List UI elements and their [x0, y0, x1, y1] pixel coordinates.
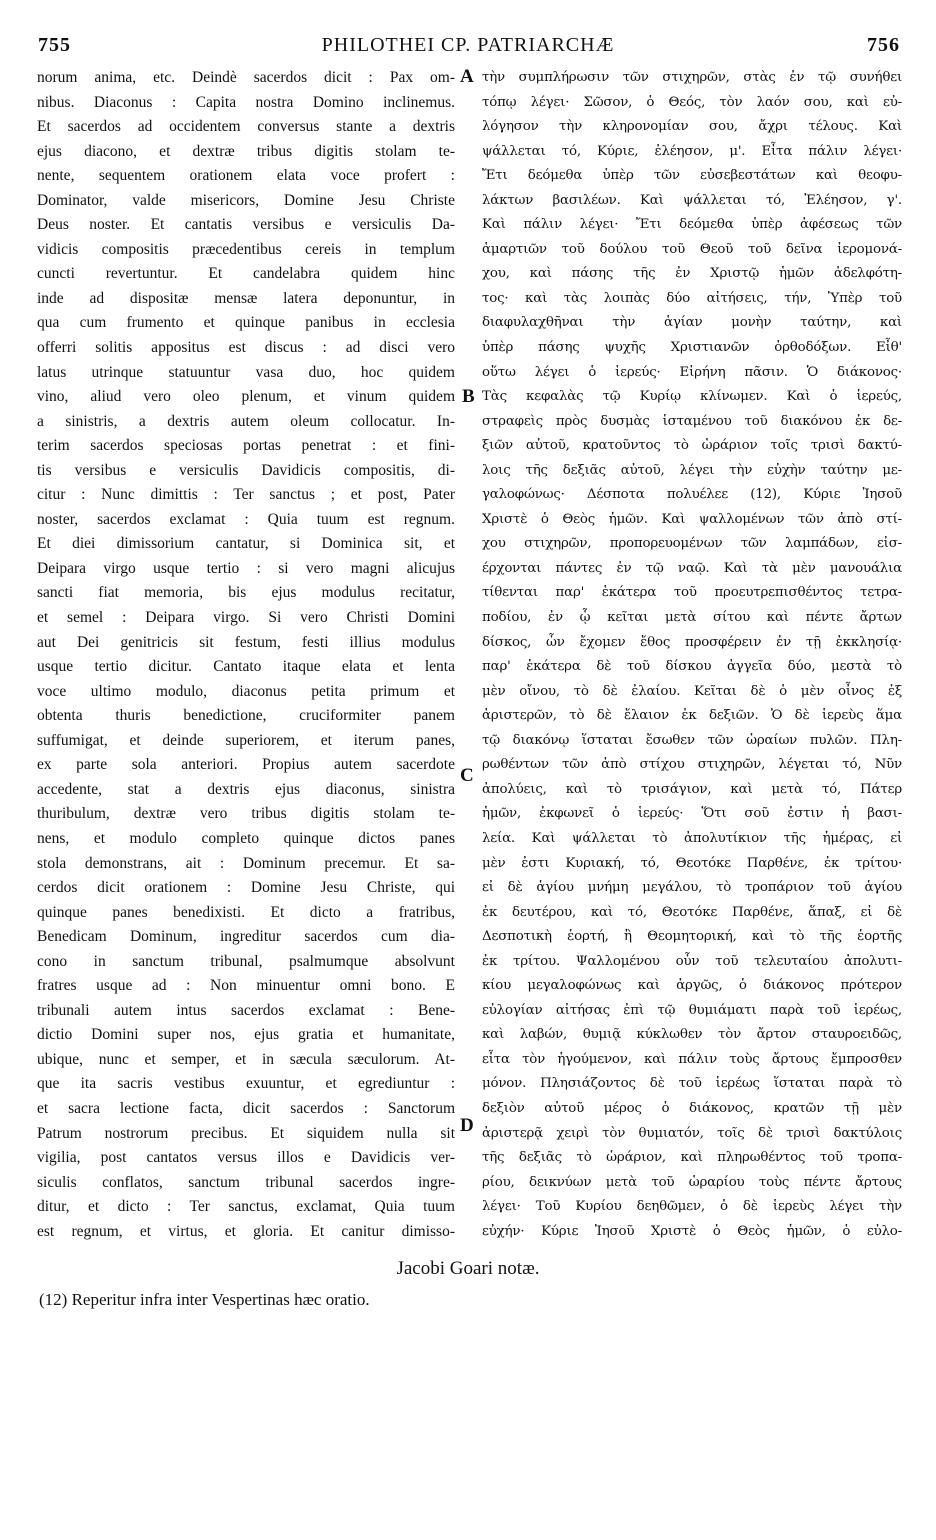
latin-text-line: tis versibus e versiculis Davidicis compositis, di-: [37, 461, 455, 479]
greek-text-line: τίθενται παρ' ἑκάτερα τοῦ προευτρεπισθέντος τετρα-: [482, 585, 902, 601]
greek-text-line: καὶ λαβών, θυμιᾷ κύκλωθεν τὸν ἄρτον σταυροειδῶς,: [482, 1027, 902, 1043]
latin-text-line: et semel : Deipara virgo. Si vero Christi Domini: [37, 609, 455, 627]
page-number-left: 755: [38, 34, 71, 56]
greek-text-line: λάκτων βασιλέων. Καὶ ψάλλεται τό, Ἐλέησον, γ'.: [482, 192, 902, 208]
latin-text-line: est regnum, et virtus, et gloria. Et canitur dimisso-: [37, 1222, 455, 1240]
latin-text-line: vidicis compositis præcedentibus cereis in templum: [37, 240, 455, 258]
greek-text-line: ἀριστερῶν, τὸ δὲ ἔλαιον ἐκ δεξιῶν. Ὁ δὲ ἱερεὺς ἅμα: [482, 708, 902, 724]
greek-text-line: ρωθέντων τῶν ἀπὸ στίχου στιχηρῶν, λέγεται τό, Νῦν: [482, 757, 902, 773]
latin-text-line: latus utrinque statuuntur vasa duo, hoc quidem: [37, 363, 455, 381]
greek-text-line: γαλοφώνως· Δέσποτα πολυέλεε (12), Κύριε Ἰησοῦ: [482, 487, 902, 503]
greek-text-line: Ἔτι δεόμεθα ὑπὲρ τῶν εὐσεβεστάτων καὶ θεοφυ-: [482, 168, 902, 184]
greek-text-line: μὲν ἐστι Κυριακή, τό, Θεοτόκε Παρθένε, ἐκ τρίτου·: [482, 855, 902, 871]
greek-text-line: ὑπὲρ πάσης ψυχῆς Χριστιανῶν ὀρθοδόξων. Εἶθ': [482, 340, 902, 356]
greek-text-line: ἁμαρτιῶν τοῦ δούλου τοῦ Θεοῦ τοῦ δεῖνα ἱερομονά-: [482, 241, 902, 257]
latin-text-line: Patrum nostrorum precibus. Et siquidem nulla sit: [37, 1124, 455, 1142]
latin-text-line: thuribulum, dextræ vero tribus digitis stolam te-: [37, 805, 455, 823]
latin-text-line: dictio Domini super nos, ejus gratia et humanitate,: [37, 1026, 455, 1044]
notes-title: Jacobi Goari notæ.: [396, 1258, 540, 1279]
greek-text-line: εἶτα τὸν ἡγούμενον, καὶ πάλιν τοὺς ἄρτους ἔμπροσθεν: [482, 1051, 902, 1067]
latin-text-line: vino, aliud vero oleo plenum, et vinum quidem: [37, 388, 455, 406]
greek-text-line: τόπῳ λέγει· Σῶσον, ὁ Θεός, τὸν λαόν σου, καὶ εὐ-: [482, 94, 902, 110]
greek-text-line: τος· καὶ τὰς λοιπὰς δύο αἰτήσεις, τήν, Ὑπὲρ τοῦ: [482, 290, 902, 306]
greek-text-line: εὐλογίαν αἰτήσας ἐπὶ τῷ θυμιάματι παρὰ τοῦ ἱερέως,: [482, 1002, 902, 1018]
latin-text-line: ubique, nunc et semper, et in sæcula sæculorum. At-: [37, 1050, 455, 1068]
latin-text-line: terim sacerdos speciosas portas penetrat : et fini-: [37, 437, 455, 455]
greek-text-line: μὲν οἴνου, τὸ δὲ ἐλαίου. Κεῖται δὲ ὁ μὲν οἶνος ἐξ: [482, 683, 902, 699]
latin-text-line: Et diei dimissorium cantatur, si Dominica sit, et: [37, 535, 455, 553]
greek-text-line: ψάλλεται τό, Κύριε, ἐλέησον, μ'. Εἶτα πάλιν λέγει·: [482, 143, 902, 159]
greek-text-line: ξιῶν αὐτοῦ, κρατοῦντος τὸ ὡράριον τοῖς τρισὶ δακτύ-: [482, 438, 902, 454]
latin-text-line: Dominator, valde misericors, Domine Jesu Christe: [37, 191, 455, 209]
latin-text-line: cerdos dicit orationem : Domine Jesu Christe, qui: [37, 879, 455, 897]
greek-text-line: οὕτω λέγει ὁ ἱερεύς· Εἰρήνη πᾶσιν. Ὁ διάκονος·: [482, 364, 902, 380]
latin-text-line: Deus noster. Et cantatis versibus e versiculis Da-: [37, 216, 455, 234]
latin-text-line: nens, et modulo completo quinque dictos panes: [37, 829, 455, 847]
greek-text-line: ἐκ τρίτου. Ψαλλομένου οὖν τοῦ τελευταίου ἀπολυτι-: [482, 953, 902, 969]
latin-text-line: cono in sanctum tribunal, psalmumque absolvunt: [37, 952, 455, 970]
greek-text-line: τὴν συμπλήρωσιν τῶν στιχηρῶν, στὰς ἐν τῷ συνήθει: [482, 70, 902, 85]
greek-text-line: εἰ δὲ ἁγίου μνήμη μεγάλου, τὸ τροπάριον τοῦ ἁγίου: [482, 880, 902, 896]
greek-text-line: χου στιχηρῶν, προπορευομένων τῶν λαμπάδων, εἰσ-: [482, 536, 902, 552]
latin-text-line: tribunali autem intus sacerdos exclamat : Bene-: [37, 1001, 455, 1019]
latin-text-line: noster, sacerdos exclamat : Quia tuum est regnum.: [37, 510, 455, 528]
latin-text-line: nente, sequentem orationem elata voce profert :: [37, 167, 455, 185]
greek-text-line: ρίου, δεικνύων μετὰ τοῦ ὡραρίου τοὺς πέντε ἄρτους: [482, 1174, 902, 1190]
latin-text-line: et sacra lectione facta, dicit sacerdos : Sanctorum: [37, 1099, 455, 1117]
greek-text-line: Καὶ πάλιν λέγει· Ἔτι δεόμεθα ὑπὲρ ἀφέσεως τῶν: [482, 217, 902, 233]
footnote: (12) Reperitur infra inter Vespertinas hæc oratio.: [39, 1290, 370, 1309]
latin-text-line: Et sacerdos ad occidentem conversus stante a dextris: [37, 118, 455, 136]
latin-text-line: suffumigat, et deinde superiorem, et iterum panes,: [37, 731, 455, 749]
greek-text-line: Δεσποτικὴ ἑορτή, ἢ Θεομητορική, καὶ τὸ τῆς ἑορτῆς: [482, 929, 902, 945]
latin-text-line: ex parte sola anteriori. Propius autem sacerdote: [37, 756, 455, 774]
latin-text-line: usque tertio dicitur. Cantato itaque elata et lenta: [37, 658, 455, 676]
latin-text-line: offerri solitis appositus est discus : ad disci vero: [37, 339, 455, 357]
running-head: PHILOTHEI CP. PATRIARCHÆ: [321, 34, 615, 56]
greek-text-line: τῷ διακόνῳ ἵσταται ἔσωθεν τῶν ὡραίων πυλῶν. Πλη-: [482, 732, 902, 748]
latin-text-line: voce ultimo modulo, diaconus petita primum et: [37, 682, 455, 700]
latin-text-line: inde ad dispositæ mensæ latera deponuntur, in: [37, 289, 455, 307]
latin-text-line: accedente, stat a dextris ejus diaconus, sinistra: [37, 780, 455, 798]
greek-text-line: στραφεὶς πρὸς δυσμὰς ἱσταμένου τοῦ διακόνου ἐκ δε-: [482, 413, 902, 429]
greek-text-line: χου, καὶ πάσης τῆς ἐν Χριστῷ ἡμῶν ἀδελφότη-: [482, 266, 902, 282]
greek-text-line: Χριστὲ ὁ Θεὸς ἡμῶν. Καὶ ψαλλομένων τῶν ἀπὸ στί-: [482, 511, 902, 527]
greek-text-line: ποδίου, ἐν ᾧ κεῖται μετὰ σίτου καὶ πέντε ἄρτων: [482, 610, 902, 626]
greek-text-line: διαφυλαχθῆναι τὴν ἁγίαν μονὴν ταύτην, καὶ: [482, 315, 902, 331]
greek-text-line: Τὰς κεφαλὰς τῷ Κυρίῳ κλίνωμεν. Καὶ ὁ ἱερεύς,: [482, 389, 902, 405]
latin-text-line: que ita sacris vestibus exuuntur, et egrediuntur :: [37, 1075, 455, 1093]
latin-text-line: ditur, et dicto : Ter sanctus, exclamat, Quia tuum: [37, 1198, 455, 1216]
latin-text-line: norum anima, etc. Deindè sacerdos dicit : Pax om-: [37, 69, 455, 86]
page-header: [0, 34, 936, 62]
latin-text-line: ejus diacono, et dextræ tribus digitis stolam te-: [37, 142, 455, 160]
margin-marker-a: A: [460, 66, 474, 87]
margin-marker-c: C: [460, 765, 474, 786]
greek-text-line: δεξιὸν αὐτοῦ μέρος ὁ διάκονος, κρατῶν τῇ μὲν: [482, 1100, 902, 1116]
margin-marker-d: D: [460, 1115, 474, 1136]
greek-column: [482, 66, 902, 1244]
greek-text-line: λέγει· Τοῦ Κυρίου δεηθῶμεν, ὁ δὲ ἱερεὺς λέγει τὴν: [482, 1199, 902, 1215]
latin-column: [37, 66, 455, 1244]
greek-text-line: ἡμῶν, ἐκφωνεῖ ὁ ἱερεύς· Ὅτι σοῦ ἐστιν ἡ βασι-: [482, 806, 902, 822]
latin-text-line: nibus. Diaconus : Capita nostra Domino inclinemus.: [37, 93, 455, 111]
greek-text-line: ἀριστερᾷ χειρὶ τὸν θυμιατόν, τοῖς δὲ τρισὶ δακτύλοις: [482, 1125, 902, 1141]
greek-text-line: λόγησον τὴν κληρονομίαν σου, ἄχρι τέλους. Καὶ: [482, 119, 902, 135]
latin-text-line: qua cum frumento et quinque panibus in ecclesia: [37, 314, 455, 332]
latin-text-line: obtenta thuris benedictione, cruciformiter panem: [37, 707, 455, 725]
latin-text-line: Deipara virgo usque tertio : si vero magni alicujus: [37, 559, 455, 577]
latin-text-line: a sinistris, a dextris autem oleum collocatur. In-: [37, 412, 455, 430]
greek-text-line: τῆς δεξιᾶς τὸ ὡράριον, καὶ πληρωθέντος τοῦ τροπα-: [482, 1150, 902, 1166]
latin-text-line: stola demonstrans, ait : Dominum precemur. Et sa-: [37, 854, 455, 872]
latin-text-line: citur : Nunc dimittis : Ter sanctus ; et post, Pater: [37, 486, 455, 504]
greek-text-line: εὐχήν· Κύριε Ἰησοῦ Χριστὲ ὁ Θεὸς ἡμῶν, ὁ εὐλο-: [482, 1223, 902, 1239]
greek-text-line: κίου μεγαλοφώνως καὶ ἀργῶς, ὁ διάκονος πρότερον: [482, 978, 902, 994]
latin-text-line: fratres usque ad : Non minuentur omni bono. E: [37, 977, 455, 995]
latin-text-line: sancti fiat memoria, bis ejus modulus recitatur,: [37, 584, 455, 602]
greek-text-line: δίσκος, ὧν ἔχομεν ἔθος προσφέρειν ἐν τῇ ἐκκλησίᾳ·: [482, 634, 902, 650]
greek-text-line: ἀπολύεις, καὶ τὸ τρισάγιον, καὶ μετὰ τό, Πάτερ: [482, 781, 902, 797]
greek-text-line: έρχονται πάντες ἐν τῷ ναῷ. Καὶ τὰ μὲν μανουάλια: [482, 560, 902, 576]
latin-text-line: cuncti revertuntur. Et candelabra quidem hinc: [37, 265, 455, 283]
margin-marker-b: B: [462, 386, 475, 407]
greek-text-line: λεία. Καὶ ψάλλεται τὸ ἀπολυτίκιον τῆς ἡμέρας, εἰ: [482, 830, 902, 846]
latin-text-line: aut Dei genitricis sit festum, festi illius modulus: [37, 633, 455, 651]
latin-text-line: Benedicam Dominum, ingreditur sacerdos cum dia-: [37, 928, 455, 946]
greek-text-line: λοις τῆς δεξιᾶς αὐτοῦ, λέγει τὴν εὐχὴν ταύτην με-: [482, 462, 902, 478]
latin-text-line: quinque panes benedixisti. Et dicto a fratribus,: [37, 903, 455, 921]
greek-text-line: μόνον. Πλησιάζοντος δὲ τοῦ ἱερέως ἵσταται παρὰ τὸ: [482, 1076, 902, 1092]
greek-text-line: ἐκ δευτέρου, καὶ τό, Θεοτόκε Παρθένε, ἅπαξ, εἰ δὲ: [482, 904, 902, 920]
latin-text-line: siculis conflatos, sanctum tribunal sacerdos ingre-: [37, 1173, 455, 1191]
latin-text-line: vigilia, post cantatos versus illos e Davidicis ver-: [37, 1149, 455, 1167]
greek-text-line: παρ' ἑκάτερα δὲ τοῦ δίσκου ἀγγεῖα δύο, μεστὰ τὸ: [482, 659, 902, 675]
page-number-right: 756: [867, 34, 900, 56]
